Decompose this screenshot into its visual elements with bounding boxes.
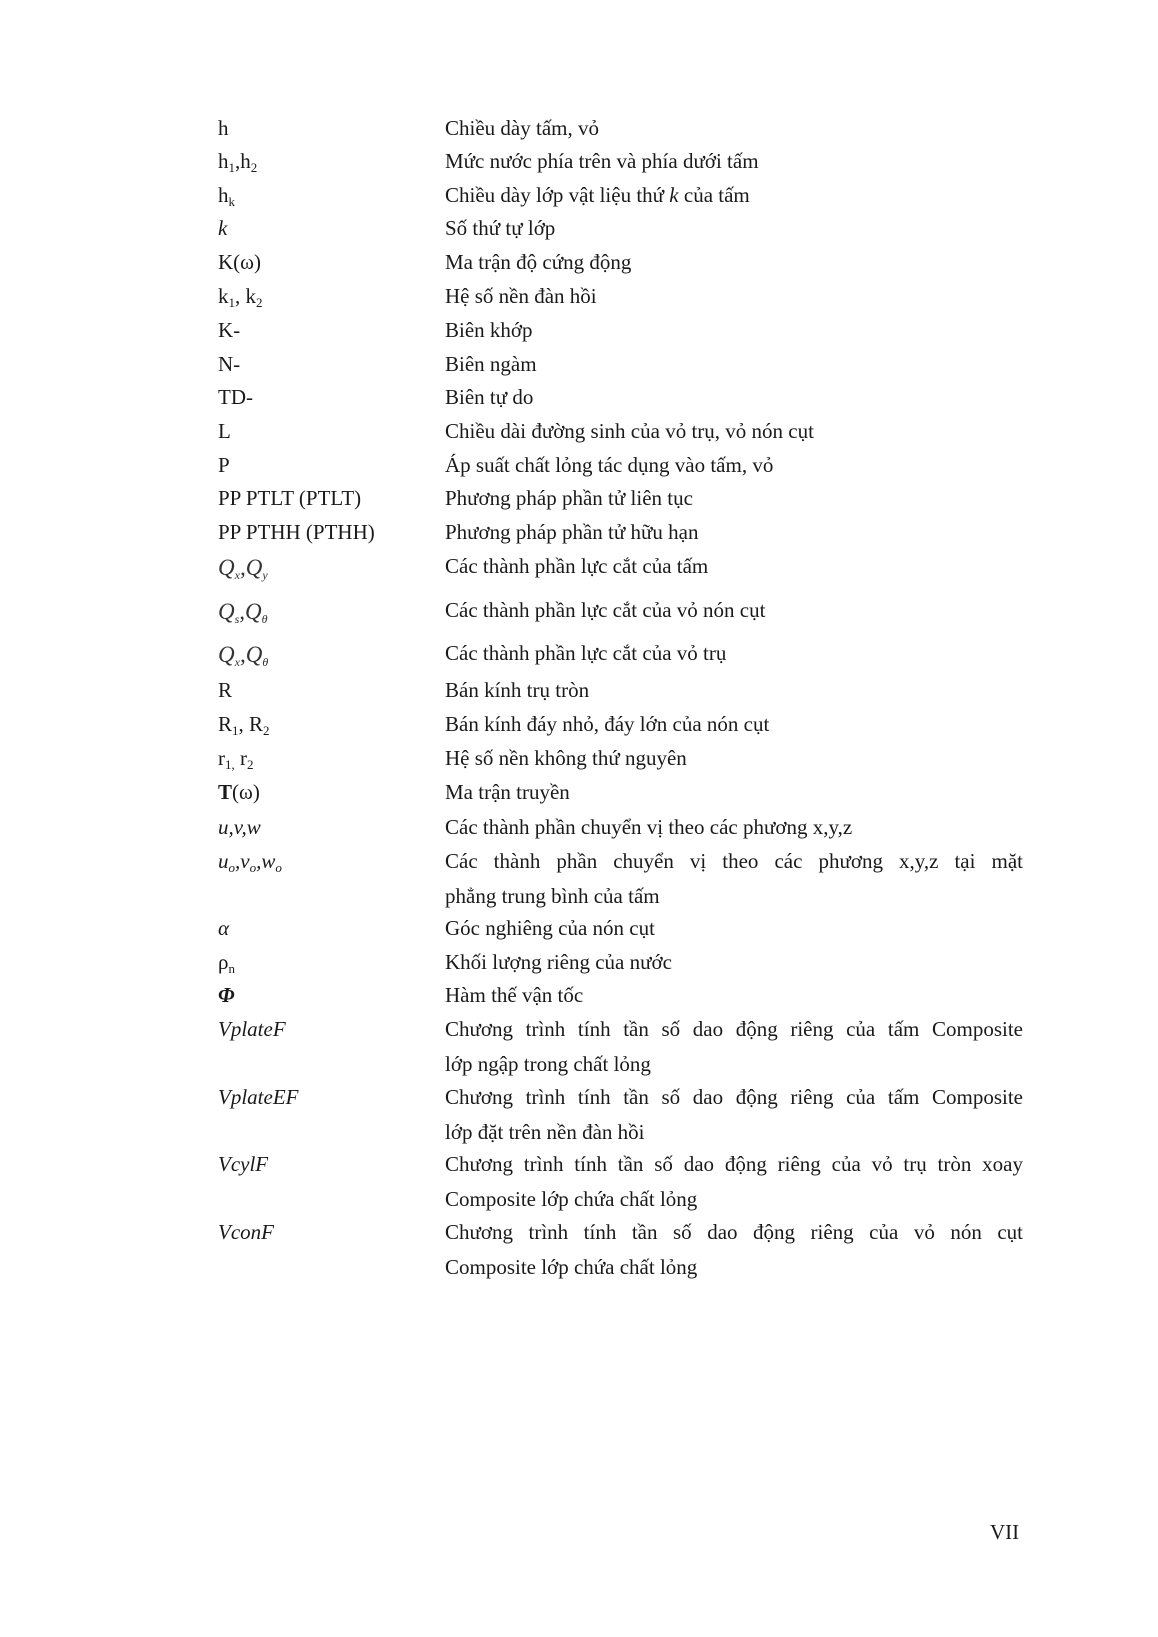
symbol: Φ: [218, 983, 235, 1007]
list-item: [0, 1220, 1158, 1290]
symbol: VplateEF: [218, 1085, 299, 1109]
list-item: [0, 746, 1158, 782]
symbol: N-: [218, 352, 241, 376]
description: Bán kính đáy nhỏ, đáy lớn của nón cụt: [445, 712, 770, 736]
list-item: [0, 520, 1158, 556]
list-item: [0, 554, 1158, 590]
symbol: PP PTLT (PTLT): [218, 486, 362, 510]
description: Chiều dài đường sinh của vỏ trụ, vỏ nón cụt: [445, 419, 814, 443]
list-item: [0, 116, 1158, 152]
list-item: [0, 712, 1158, 748]
list-item: [0, 1085, 1158, 1155]
description: Mức nước phía trên và phía dưới tấm: [445, 149, 759, 173]
list-item: [0, 183, 1158, 219]
description: Góc nghiêng của nón cụt: [445, 916, 655, 940]
symbol: K(ω): [218, 250, 261, 274]
description: Chiều dày tấm, vỏ: [445, 116, 599, 140]
symbol: L: [218, 419, 231, 443]
list-item: [0, 486, 1158, 522]
list-item: [0, 815, 1158, 851]
symbol: $h_k$: [218, 183, 235, 209]
description: Hàm thế vận tốc: [445, 983, 584, 1007]
symbol: $R_1$, $R_2$: [218, 712, 270, 738]
description: Khối lượng riêng của nước: [445, 950, 672, 974]
description: Các thành phần chuyển vị theo các phương x,y,z tại mặt: [445, 849, 1023, 873]
description-continued: lớp ngập trong chất lỏng: [445, 1052, 651, 1076]
list-item: [0, 678, 1158, 714]
symbol: $k_1$, $k_2$: [218, 284, 263, 310]
description: Hệ số nền đàn hồi: [445, 284, 597, 308]
symbol: P: [218, 453, 230, 477]
list-item: [0, 149, 1158, 185]
list-item: [0, 385, 1158, 421]
description: Phương pháp phần tử hữu hạn: [445, 520, 699, 544]
symbol: R: [218, 678, 233, 702]
list-item: [0, 453, 1158, 489]
description: Hệ số nền không thứ nguyên: [445, 746, 687, 770]
symbol: $Q_x,Q_\theta$: [218, 642, 269, 669]
description: Ma trận truyền: [445, 780, 570, 804]
list-item: [0, 983, 1158, 1019]
description: Áp suất chất lỏng tác dụng vào tấm, vỏ: [445, 453, 774, 477]
symbol: K-: [218, 318, 241, 342]
symbol: $h_1,h_2$: [218, 149, 258, 175]
page-number: VII: [990, 1520, 1020, 1544]
symbol: VconF: [218, 1220, 274, 1244]
list-item: [0, 598, 1158, 634]
list-item: [0, 1152, 1158, 1222]
description: Các thành phần chuyển vị theo các phương x,y,z: [445, 815, 853, 839]
description: Chương trình tính tần số dao động riêng của tấm Composite: [445, 1017, 1023, 1041]
symbol: TD-: [218, 385, 253, 409]
description-continued: lớp đặt trên nền đàn hồi: [445, 1120, 645, 1144]
symbol: $r_{1,}$ $r_2$: [218, 746, 254, 772]
symbol: T(ω): [218, 780, 260, 804]
symbol: h: [218, 116, 229, 140]
list-item: [0, 916, 1158, 952]
description: Ma trận độ cứng động: [445, 250, 632, 274]
list-item: [0, 950, 1158, 986]
description: Phương pháp phần tử liên tục: [445, 486, 693, 510]
symbol: $u_o,v_o,w_o$: [218, 849, 282, 875]
description-continued: Composite lớp chứa chất lỏng: [445, 1255, 698, 1279]
description: Chương trình tính tần số dao động riêng của vỏ nón cụt: [445, 1220, 1023, 1244]
list-item: [0, 849, 1158, 919]
description: Biên khớp: [445, 318, 533, 342]
description: Bán kính trụ tròn: [445, 678, 590, 702]
list-item: [0, 1017, 1158, 1087]
list-item: [0, 780, 1158, 816]
symbol: $\rho_n$: [218, 950, 235, 976]
list-item: [0, 419, 1158, 455]
list-item: [0, 641, 1158, 677]
description: Các thành phần lực cắt của tấm: [445, 554, 709, 578]
symbol: $Q_x,Q_y$: [218, 555, 268, 582]
description: Chương trình tính tần số dao động riêng của vỏ trụ tròn xoay: [445, 1152, 1023, 1176]
description: Biên tự do: [445, 385, 534, 409]
description-continued: Composite lớp chứa chất lỏng: [445, 1187, 698, 1211]
list-item: [0, 318, 1158, 354]
description: Biên ngàm: [445, 352, 537, 376]
description: Các thành phần lực cắt của vỏ nón cụt: [445, 598, 766, 622]
symbol: α: [218, 916, 230, 940]
description: Chiều dày lớp vật liệu thứ k của tấm: [445, 183, 750, 207]
description-continued: phẳng trung bình của tấm: [445, 884, 660, 908]
description: Số thứ tự lớp: [445, 216, 556, 240]
symbol: $Q_s,Q_\theta$: [218, 599, 268, 626]
symbol: VplateF: [218, 1017, 286, 1041]
symbol: k: [218, 216, 228, 240]
description: Các thành phần lực cắt của vỏ trụ: [445, 641, 727, 665]
symbol: VcylF: [218, 1152, 269, 1176]
list-item: [0, 216, 1158, 252]
list-item: [0, 352, 1158, 388]
description: Chương trình tính tần số dao động riêng của tấm Composite: [445, 1085, 1023, 1109]
symbol: PP PTHH (PTHH): [218, 520, 375, 544]
list-item: [0, 284, 1158, 320]
symbol: u,v,w: [218, 815, 261, 839]
list-item: [0, 250, 1158, 286]
